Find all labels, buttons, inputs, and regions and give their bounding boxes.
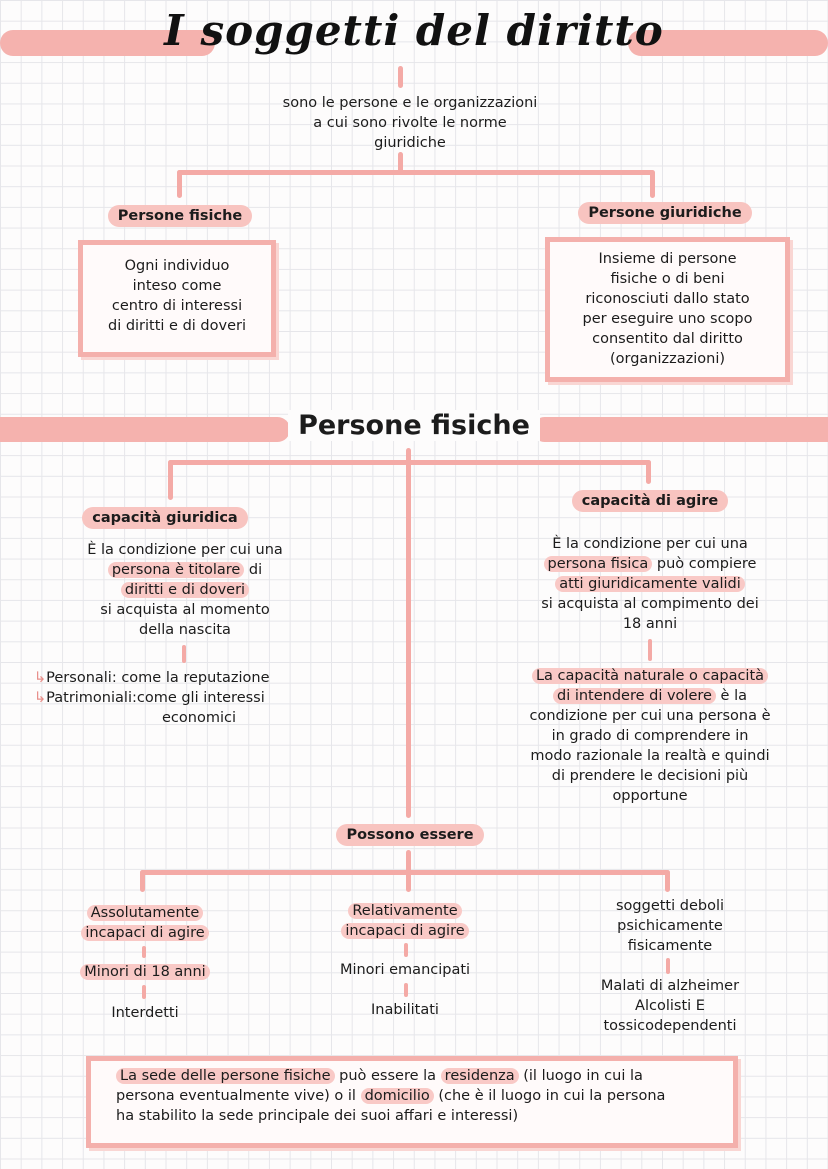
page-title: I soggetti del diritto [164, 6, 664, 55]
persone-fisiche-label: Persone fisiche [80, 205, 280, 227]
connector [646, 460, 651, 484]
capacita-giuridica-text: È la condizione per cui una persona è titolare di diritti e di doveri si acquista al momento della nascita [87, 542, 283, 638]
assoluti-item-interdetti: Interdetti [111, 1005, 179, 1021]
connector [168, 460, 173, 500]
connector [666, 958, 670, 974]
connector [142, 985, 146, 999]
relativi-item-minori: Minori emancipati [339, 962, 471, 978]
connector [648, 639, 652, 661]
connector [404, 943, 408, 957]
connector [182, 645, 186, 663]
connector [665, 870, 670, 892]
diritti-list: ↳Personali: come la reputazione ↳Patrimoniali:come gli interessi economici [34, 668, 334, 728]
connector [404, 983, 408, 997]
relativamente-incapaci: Relativamente incapaci di agire [315, 901, 495, 941]
connector [406, 448, 411, 818]
connector [177, 170, 654, 175]
connector [140, 870, 145, 892]
arrow-icon: ↳ [34, 670, 47, 686]
relativi-item-inabilitati: Inabilitati [371, 1002, 439, 1018]
assolutamente-incapaci: Assolutamente incapaci di agire [55, 903, 235, 943]
list-item: ↳Personali: come la reputazione [34, 670, 270, 686]
capacita-giuridica-label: capacità giuridica [60, 507, 270, 529]
persone-fisiche-definition: Ogni individuo inteso come centro di interessi di diritti e di doveri [107, 258, 246, 334]
capacita-agire-label: capacità di agire [550, 490, 750, 512]
capacita-naturale-text: La capacità naturale o capacità di intendere di volere è la condizione per cui una persona è in grado di comprendere in modo razionale la realtà e quindi di prendere le decisioni più opportune [529, 668, 771, 804]
persone-giuridiche-definition: Insieme di persone fisiche o di beni riconosciuti dallo stato per eseguire uno scopo consentito dal diritto (organizzazioni) [582, 251, 753, 367]
capacita-agire-text: È la condizione per cui una persona fisica può compiere atti giuridicamente validi si acquista al compimento dei 18 anni [541, 536, 759, 632]
intro-text: sono le persone e le organizzazioni a cui sono rivolte le norme giuridiche [282, 95, 538, 151]
deboli-items: Malati di alzheimer Alcolisti E tossicodependenti [600, 978, 740, 1034]
arrow-icon: ↳ [34, 690, 47, 706]
sede-text: La sede delle persone fisiche può essere la residenza (il luogo in cui la persona eventualmente vive) o il domicilio (che è il luogo in cui la persona ha stabilito la sede principale dei suoi affari e interessi) [116, 1068, 666, 1124]
possono-essere-label: Possono essere [320, 824, 500, 846]
section-title: Persone fisiche [0, 410, 828, 441]
persone-giuridiche-label: Persone giuridiche [555, 202, 775, 224]
connector [168, 460, 651, 465]
connector [406, 870, 411, 892]
connector [142, 946, 146, 958]
list-item: ↳Patrimoniali:come gli interessi [34, 690, 265, 706]
assoluti-item-minori: Minori di 18 anni [55, 962, 235, 982]
soggetti-deboli: soggetti deboli psichicamente fisicamente [615, 898, 725, 954]
connector [140, 870, 670, 875]
connector [398, 66, 403, 88]
connector [177, 170, 182, 198]
connector [650, 170, 655, 198]
